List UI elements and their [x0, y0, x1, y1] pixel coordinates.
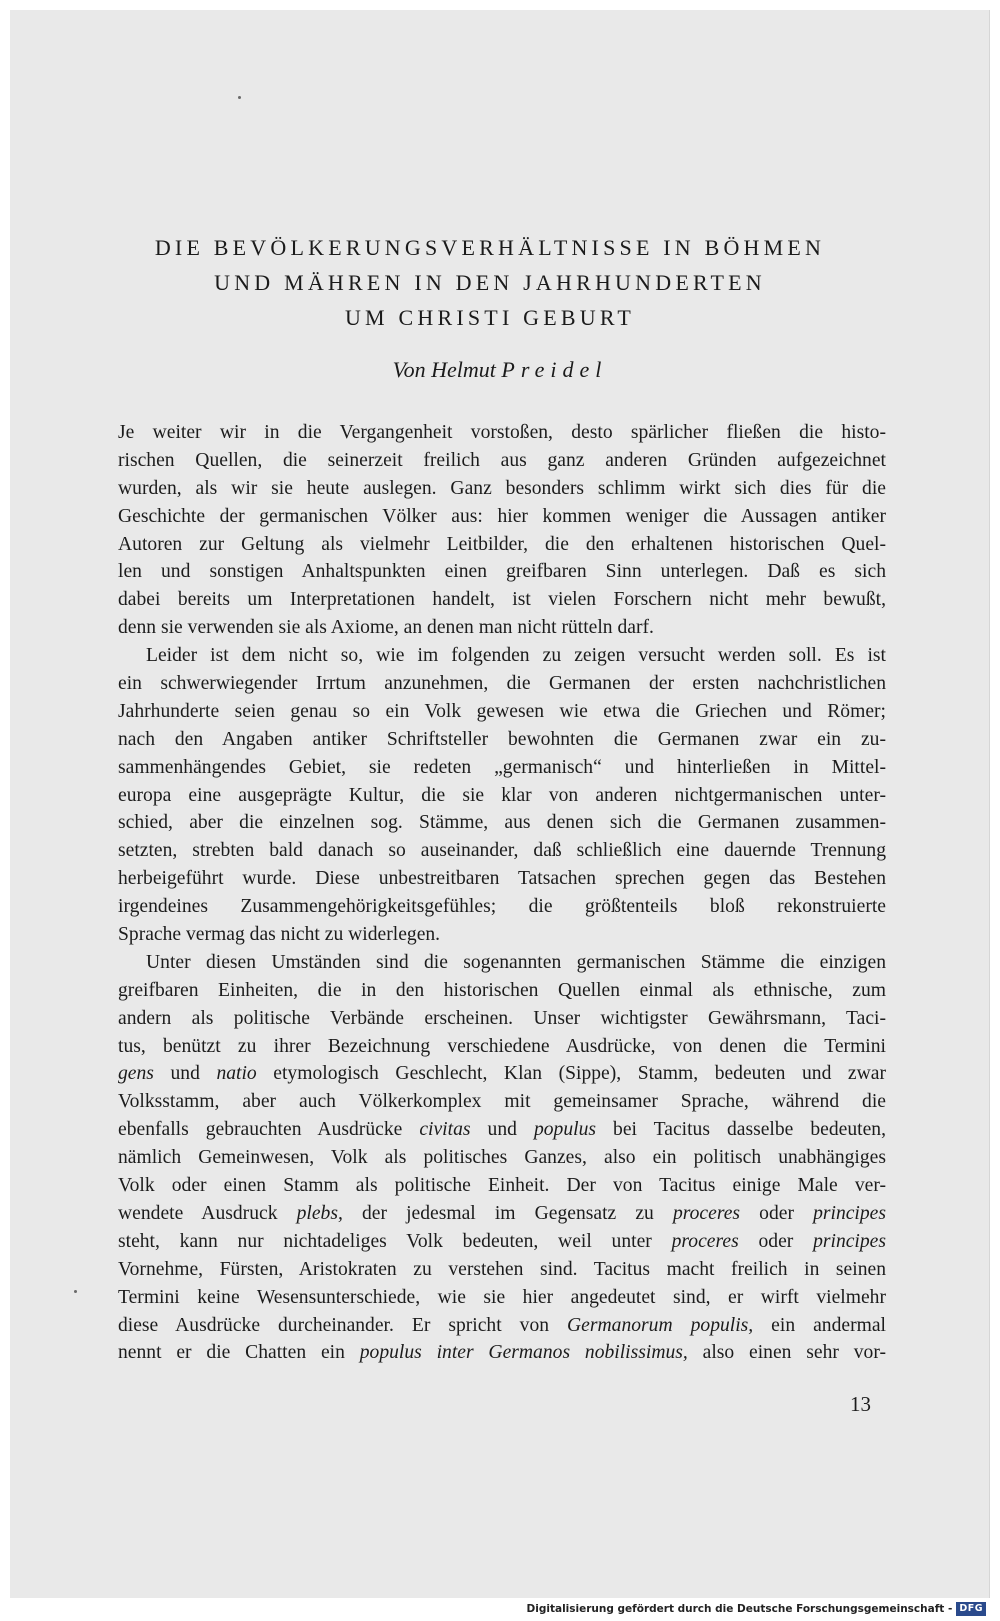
text-line: tus, benützt zu ihrer Bezeichnung verschiedene Ausdrücke, von denen die Termini: [118, 1035, 886, 1057]
text-line: dabei bereits um Interpretationen handelt, ist vielen Forschern nicht mehr bewußt,: [118, 589, 886, 611]
scan-speck: [238, 96, 241, 99]
digitization-footer: [527, 1601, 986, 1617]
article-body: [118, 419, 886, 1367]
page-number: 13: [850, 1392, 871, 1416]
text-line: nach den Angaben antiker Schriftsteller bewohnten die Germanen zwar ein zu-: [118, 728, 886, 750]
text-line: irgendeines Zusammengehörigkeitsgefühles; die größtenteils bloß rekonstruierte: [118, 896, 886, 918]
dfg-logo: DFG: [956, 1602, 986, 1616]
text-line: greifbaren Einheiten, die in den historischen Quellen einmal als ethnische, zum: [118, 979, 886, 1001]
text-line: Je weiter wir in die Vergangenheit vorstoßen, desto spärlicher fließen die histo-: [118, 422, 886, 443]
text-line: schied, aber die einzelnen sog. Stämme, aus denen sich die Germanen zusammen-: [118, 812, 886, 834]
text-line: gens und natio etymologisch Geschlecht, Klan (Sippe), Stamm, bedeuten und zwar: [118, 1063, 886, 1085]
text-line: Jahrhunderte seien genau so ein Volk gewesen wie etwa die Griechen und Römer;: [118, 700, 886, 722]
italic-term: natio: [216, 1063, 257, 1085]
text-line: andern als politische Verbände erscheinen. Unser wichtigster Gewährsmann, Taci-: [118, 1007, 886, 1029]
author-byline: [110, 357, 890, 383]
text-line: nennt er die Chatten ein populus inter Germanos nobilissimus, also einen sehr vor-: [118, 1342, 886, 1364]
title-line: UND MÄHREN IN DEN JAHRHUNDERTEN: [214, 270, 766, 295]
text-line: wurden, als wir sie heute auslegen. Ganz besonders schlimm wirkt sich dies für die: [118, 477, 886, 499]
text-line: herbeigeführt wurde. Diese unbestreitbaren Tatsachen sprechen gegen das Bestehen: [118, 868, 886, 890]
author-prefix: Von Helmut: [392, 357, 496, 382]
text-line: Vornehme, Fürsten, Aristokraten zu verstehen sind. Tacitus macht freilich in seinen: [118, 1258, 886, 1280]
italic-term: principes: [813, 1230, 886, 1252]
footer-notice: Digitalisierung gefördert durch die Deutsche Forschungsgemeinschaft -: [526, 1603, 953, 1615]
italic-term: Germanorum populis,: [567, 1314, 754, 1336]
title-line: UM CHRISTI GEBURT: [344, 305, 636, 330]
text-line: setzten, strebten bald danach so auseinander, daß schließlich eine dauernde Trennung: [118, 840, 886, 862]
text-line: Leider ist dem nicht so, wie im folgenden zu zeigen versucht werden soll. Es ist: [146, 645, 886, 667]
text-line: wendete Ausdruck plebs, der jedesmal im Gegensatz zu proceres oder principes: [118, 1202, 886, 1224]
text-line: denn sie verwenden sie als Axiome, an denen man nicht rütteln darf.: [118, 617, 654, 639]
text-line: Autoren zur Geltung als vielmehr Leitbilder, die den erhaltenen historischen Quel-: [118, 533, 886, 555]
scanned-page: [10, 10, 990, 1598]
text-line: Termini keine Wesensunterschiede, wie sie hier angedeutet sind, er wirft vielmehr: [118, 1286, 886, 1308]
italic-term: proceres: [671, 1230, 739, 1252]
scan-speck: [74, 1290, 77, 1293]
italic-term: civitas: [419, 1119, 471, 1141]
text-line: Sprache vermag das nicht zu widerlegen.: [118, 924, 441, 946]
title-line: DIE BEVÖLKERUNGSVERHÄLTNISSE IN BÖHMEN: [154, 235, 826, 260]
text-line: len und sonstigen Anhaltspunkten einen greifbaren Sinn unterlegen. Daß es sich: [118, 561, 886, 583]
text-line: sammenhängendes Gebiet, sie redeten „germanisch“ und hinterließen in Mittel-: [118, 756, 886, 778]
text-line: Volk oder einen Stamm als politische Einheit. Der von Tacitus einige Male ver-: [118, 1175, 886, 1197]
italic-term: populus inter Germanos nobilissimus,: [359, 1342, 688, 1364]
article-title: [110, 230, 870, 335]
text-line: europa eine ausgeprägte Kultur, die sie klar von anderen nichtgermanischen unter-: [118, 784, 886, 806]
author-surname: Preidel: [501, 357, 608, 382]
italic-term: plebs,: [296, 1202, 343, 1224]
text-line: steht, kann nur nichtadeliges Volk bedeuten, weil unter proceres oder principes: [118, 1230, 886, 1252]
text-line: ebenfalls gebrauchten Ausdrücke civitas und populus bei Tacitus dasselbe bedeuten,: [118, 1119, 886, 1141]
text-line: diese Ausdrücke durcheinander. Er spricht von Germanorum populis, ein andermal: [118, 1314, 886, 1336]
italic-term: gens: [118, 1063, 154, 1085]
text-line: Volksstamm, aber auch Völkerkomplex mit gemeinsamer Sprache, während die: [118, 1091, 886, 1113]
text-line: ein schwerwiegender Irrtum anzunehmen, die Germanen der ersten nachchristlichen: [118, 673, 886, 695]
italic-term: principes: [813, 1202, 886, 1224]
text-line: Unter diesen Umständen sind die sogenannten germanischen Stämme die einzigen: [146, 951, 886, 973]
text-line: nämlich Gemeinwesen, Volk als politisches Ganzes, also ein politisch unabhängiges: [118, 1147, 886, 1169]
text-line: rischen Quellen, die seinerzeit freilich aus ganz anderen Gründen aufgezeichnet: [118, 449, 886, 471]
italic-term: populus: [533, 1119, 597, 1141]
italic-term: proceres: [672, 1202, 741, 1224]
text-line: Geschichte der germanischen Völker aus: hier kommen weniger die Aussagen antiker: [118, 505, 886, 527]
